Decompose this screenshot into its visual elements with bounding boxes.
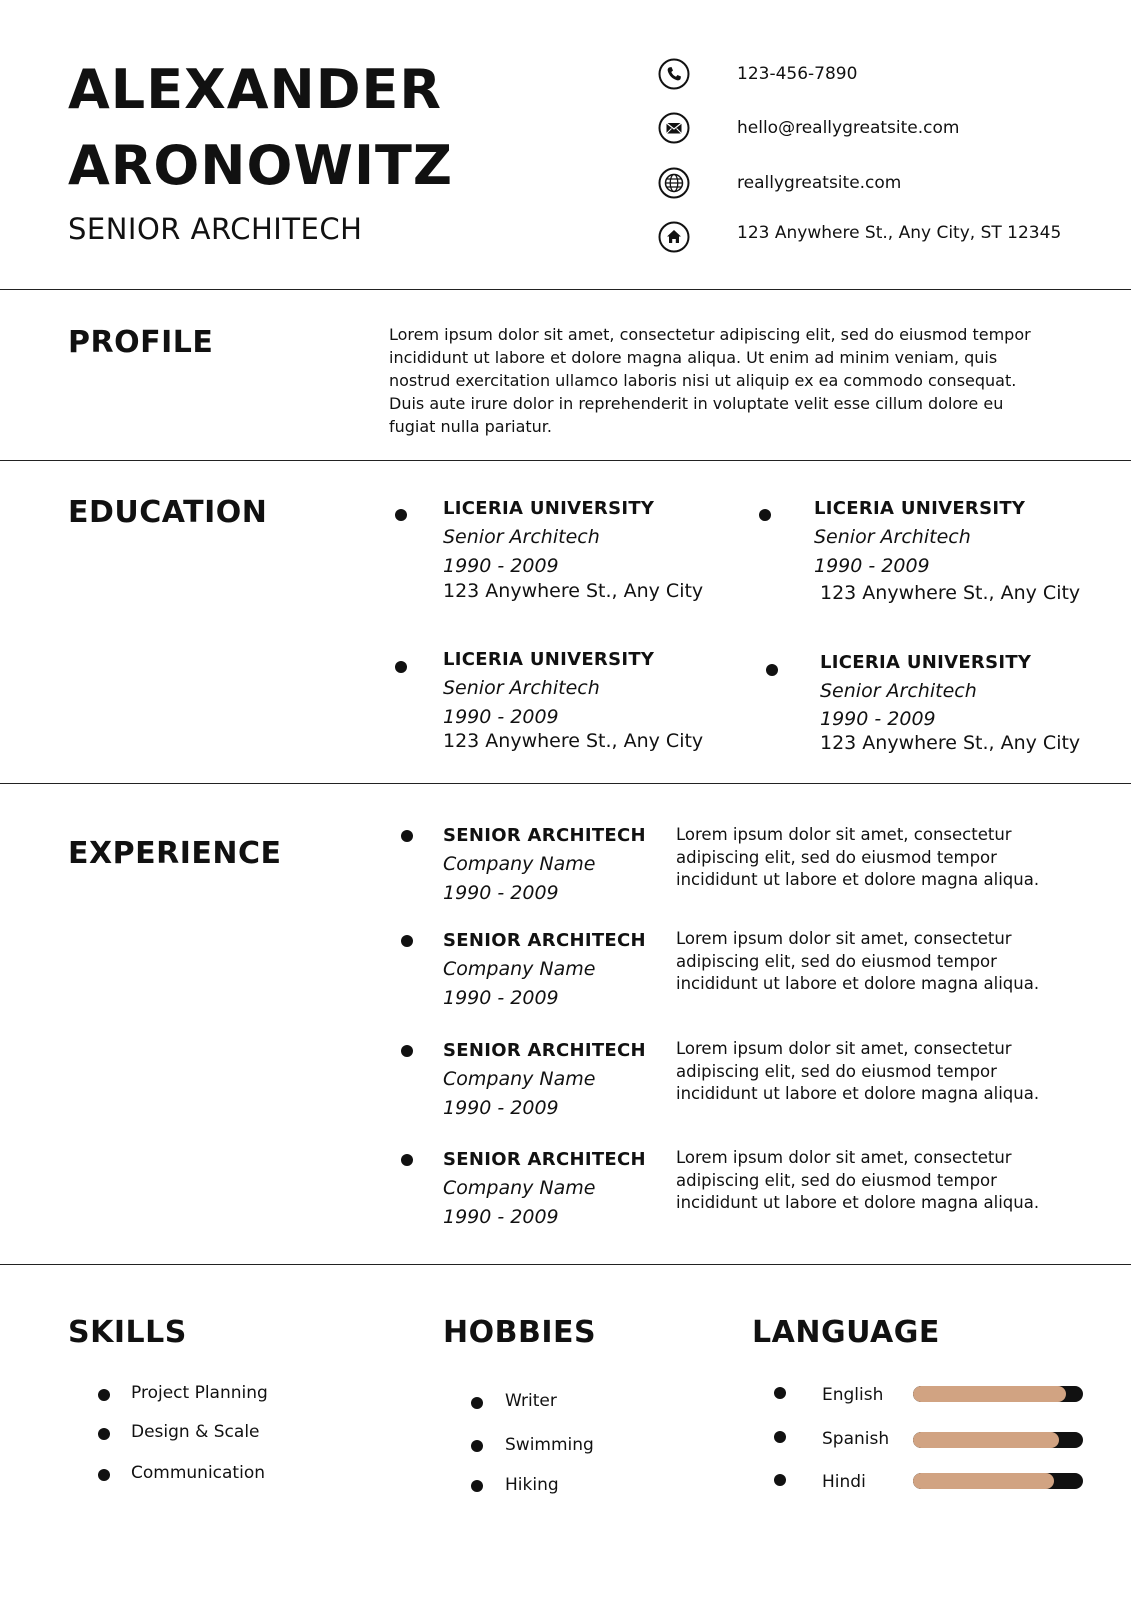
education-years: 1990 - 2009 bbox=[820, 708, 936, 730]
experience-years: 1990 - 2009 bbox=[443, 987, 559, 1009]
hobby-item: Writer bbox=[505, 1391, 557, 1411]
experience-desc-line: incididunt ut labore et dolore magna aliqua. bbox=[676, 1084, 1040, 1103]
bullet bbox=[766, 664, 778, 676]
skill-item: Project Planning bbox=[131, 1383, 268, 1403]
experience-desc-line: adipiscing elit, sed do eiusmod tempor bbox=[676, 1170, 997, 1190]
experience-role: SENIOR ARCHITECH bbox=[443, 930, 646, 951]
experience-desc-line: incididunt ut labore et dolore magna aliqua. bbox=[676, 974, 1040, 993]
experience-years: 1990 - 2009 bbox=[443, 1206, 559, 1228]
bullet bbox=[759, 509, 771, 521]
education-address: 123 Anywhere St., Any City bbox=[820, 732, 1081, 754]
language-level-fill bbox=[913, 1432, 1059, 1448]
experience-company: Company Name bbox=[443, 1177, 596, 1199]
education-degree: Senior Architech bbox=[443, 526, 600, 548]
language-level-fill bbox=[913, 1386, 1066, 1402]
bullet bbox=[98, 1469, 110, 1481]
skill-item: Communication bbox=[131, 1463, 265, 1483]
experience-desc-line: adipiscing elit, sed do eiusmod tempor bbox=[676, 847, 997, 867]
language-name: Hindi bbox=[822, 1472, 866, 1492]
experience-description bbox=[676, 1038, 1076, 1106]
bullet bbox=[98, 1389, 110, 1401]
divider bbox=[0, 783, 1131, 784]
profile-line: incididunt ut labore et dolore magna aliqua. Ut enim ad minim veniam, quis bbox=[389, 348, 998, 367]
experience-description bbox=[676, 928, 1076, 996]
bullet bbox=[401, 1154, 413, 1166]
hobby-item: Swimming bbox=[505, 1435, 594, 1455]
bullet bbox=[395, 661, 407, 673]
experience-years: 1990 - 2009 bbox=[443, 1097, 559, 1119]
language-name: English bbox=[822, 1385, 884, 1405]
education-school: LICERIA UNIVERSITY bbox=[443, 649, 655, 670]
bullet bbox=[774, 1387, 786, 1399]
language-level-fill bbox=[913, 1473, 1054, 1489]
language-level-bar bbox=[913, 1432, 1083, 1448]
experience-description bbox=[676, 1147, 1076, 1215]
experience-role: SENIOR ARCHITECH bbox=[443, 1149, 646, 1170]
bullet bbox=[471, 1440, 483, 1452]
contact-email[interactable]: hello@reallygreatsite.com bbox=[737, 118, 960, 138]
first-name: ALEXANDER bbox=[68, 58, 443, 121]
last-name: ARONOWITZ bbox=[68, 134, 454, 197]
experience-role: SENIOR ARCHITECH bbox=[443, 825, 646, 846]
language-heading: LANGUAGE bbox=[752, 1315, 940, 1350]
education-years: 1990 - 2009 bbox=[814, 555, 930, 577]
education-school: LICERIA UNIVERSITY bbox=[814, 498, 1026, 519]
divider bbox=[0, 1264, 1131, 1265]
profile-line: nostrud exercitation ullamco laboris nisi ut aliquip ex ea commodo consequat. bbox=[389, 371, 1017, 390]
profile-line: Lorem ipsum dolor sit amet, consectetur adipiscing elit, sed do eiusmod tempor bbox=[389, 325, 1031, 344]
experience-years: 1990 - 2009 bbox=[443, 882, 559, 904]
experience-desc-line: Lorem ipsum dolor sit amet, consectetur bbox=[676, 1039, 1012, 1058]
language-name: Spanish bbox=[822, 1429, 890, 1449]
profile-text bbox=[389, 323, 1089, 438]
education-degree: Senior Architech bbox=[820, 680, 977, 702]
divider bbox=[0, 289, 1131, 290]
experience-desc-line: adipiscing elit, sed do eiusmod tempor bbox=[676, 951, 997, 971]
experience-desc-line: Lorem ipsum dolor sit amet, consectetur bbox=[676, 1148, 1012, 1167]
phone-icon bbox=[658, 58, 690, 90]
experience-heading: EXPERIENCE bbox=[68, 836, 282, 871]
profile-line: Duis aute irure dolor in reprehenderit in voluptate velit esse cillum dolore eu bbox=[389, 394, 1004, 413]
experience-desc-line: Lorem ipsum dolor sit amet, consectetur bbox=[676, 929, 1012, 948]
education-years: 1990 - 2009 bbox=[443, 555, 559, 577]
education-school: LICERIA UNIVERSITY bbox=[820, 652, 1032, 673]
contact-phone[interactable]: 123-456-7890 bbox=[737, 64, 858, 84]
mail-icon bbox=[658, 112, 690, 144]
profile-line: fugiat nulla pariatur. bbox=[389, 417, 552, 436]
bullet bbox=[395, 509, 407, 521]
bullet bbox=[401, 935, 413, 947]
profile-heading: PROFILE bbox=[68, 325, 214, 360]
job-title: SENIOR ARCHITECH bbox=[68, 212, 363, 246]
bullet bbox=[401, 1045, 413, 1057]
hobby-item: Hiking bbox=[505, 1475, 559, 1495]
experience-desc-line: adipiscing elit, sed do eiusmod tempor bbox=[676, 1061, 997, 1081]
experience-role: SENIOR ARCHITECH bbox=[443, 1040, 646, 1061]
education-school: LICERIA UNIVERSITY bbox=[443, 498, 655, 519]
divider bbox=[0, 460, 1131, 461]
education-heading: EDUCATION bbox=[68, 495, 268, 530]
experience-description bbox=[676, 824, 1076, 892]
experience-desc-line: incididunt ut labore et dolore magna aliqua. bbox=[676, 870, 1040, 889]
education-address: 123 Anywhere St., Any City bbox=[443, 730, 704, 752]
education-degree: Senior Architech bbox=[443, 677, 600, 699]
skill-item: Design & Scale bbox=[131, 1422, 260, 1442]
globe-icon bbox=[658, 167, 690, 199]
education-degree: Senior Architech bbox=[814, 526, 971, 548]
bullet bbox=[98, 1428, 110, 1440]
bullet bbox=[774, 1431, 786, 1443]
language-level-bar bbox=[913, 1386, 1083, 1402]
bullet bbox=[401, 830, 413, 842]
bullet bbox=[471, 1480, 483, 1492]
skills-heading: SKILLS bbox=[68, 1315, 187, 1350]
contact-website[interactable]: reallygreatsite.com bbox=[737, 173, 902, 193]
experience-company: Company Name bbox=[443, 958, 596, 980]
bullet bbox=[774, 1474, 786, 1486]
experience-company: Company Name bbox=[443, 853, 596, 875]
experience-desc-line: Lorem ipsum dolor sit amet, consectetur bbox=[676, 825, 1012, 844]
education-address: 123 Anywhere St., Any City bbox=[820, 582, 1081, 604]
experience-desc-line: incididunt ut labore et dolore magna aliqua. bbox=[676, 1193, 1040, 1212]
contact-address: 123 Anywhere St., Any City, ST 12345 bbox=[737, 223, 1062, 243]
bullet bbox=[471, 1397, 483, 1409]
home-icon bbox=[658, 221, 690, 253]
education-years: 1990 - 2009 bbox=[443, 706, 559, 728]
experience-company: Company Name bbox=[443, 1068, 596, 1090]
language-level-bar bbox=[913, 1473, 1083, 1489]
education-address: 123 Anywhere St., Any City bbox=[443, 580, 704, 602]
hobbies-heading: HOBBIES bbox=[443, 1315, 597, 1350]
